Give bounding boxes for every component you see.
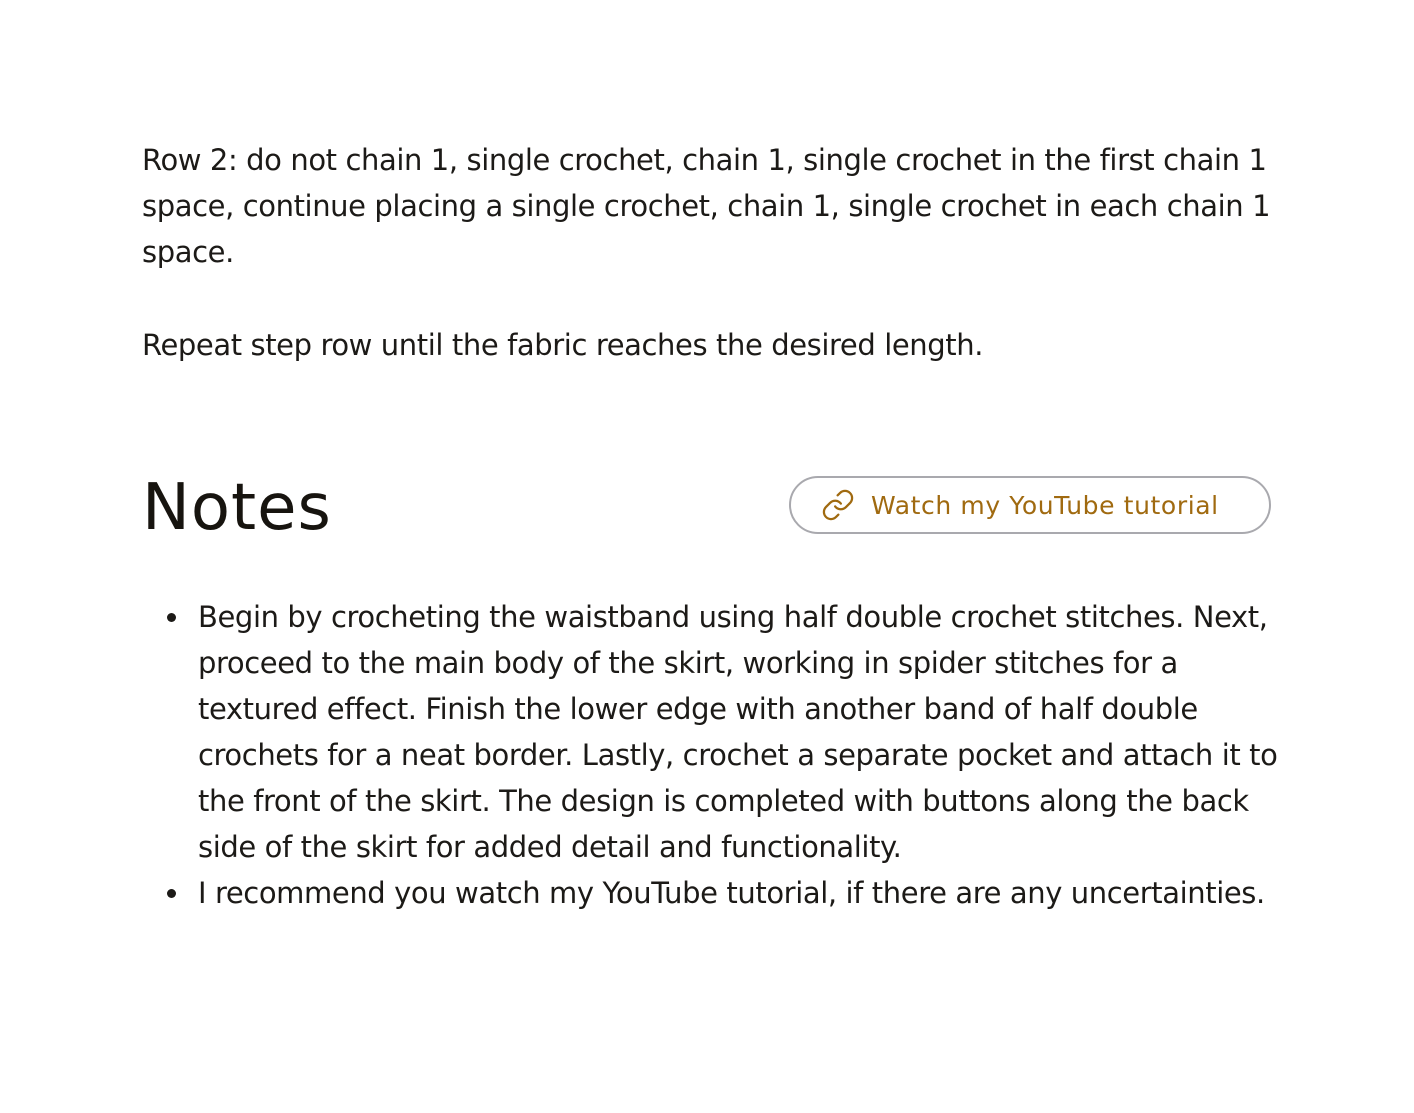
bullet-icon <box>167 613 176 622</box>
list-item <box>142 594 1282 870</box>
link-icon <box>821 488 855 522</box>
bullet-icon <box>167 889 176 898</box>
notes-list <box>142 594 1282 916</box>
notes-heading: Notes <box>142 471 332 545</box>
row-2-instruction: Row 2: do not chain 1, single crochet, chain 1, single crochet in the first chain 1 space, continue placing a single crochet, chain 1, single crochet in each chain 1 space. <box>142 143 1271 269</box>
repeat-instruction: Repeat step row until the fabric reaches the desired length. <box>142 328 984 362</box>
list-item <box>142 870 1282 916</box>
youtube-tutorial-label: Watch my YouTube tutorial <box>871 490 1219 520</box>
youtube-tutorial-button[interactable] <box>789 476 1271 534</box>
list-item-text: I recommend you watch my YouTube tutorial, if there are any uncertainties. <box>198 876 1265 910</box>
list-item-text: Begin by crocheting the waistband using half double crochet stitches. Next, proceed to the main body of the skirt, working in spider stitches for a textured effect. Finish the lower edge with another band of half double crochets for a neat border. Lastly, crochet a separate pocket and attach it to the front of the skirt. The design is completed with buttons along the back side of the skirt for added detail and functionality. <box>198 600 1278 864</box>
